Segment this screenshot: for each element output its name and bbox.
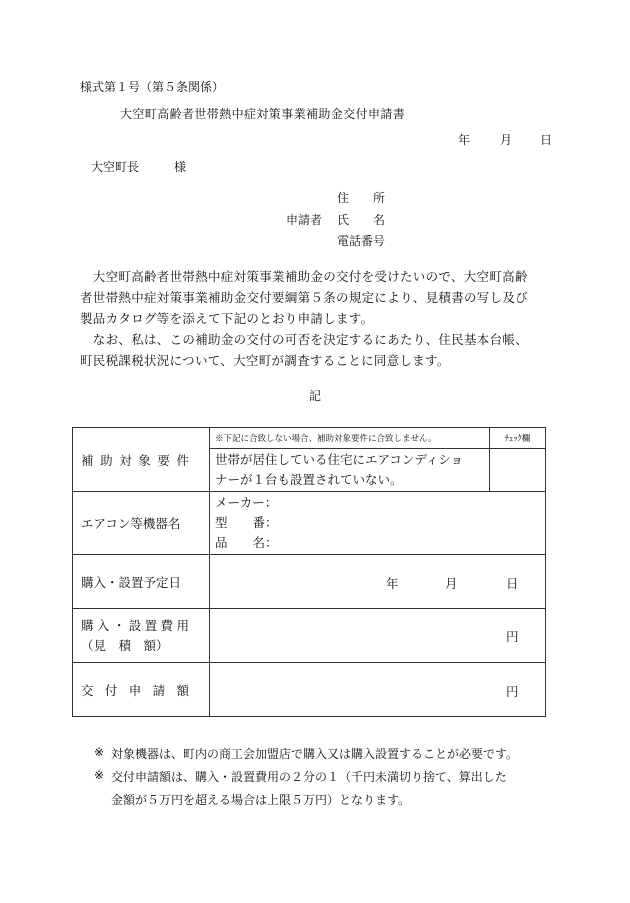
date-year: 年 [458, 133, 471, 147]
amount-field[interactable] [210, 663, 546, 717]
requirement-text-line: 世帯が居住している住宅にエアコンディショ [215, 452, 464, 467]
check-column-header: ﾁｪｯｸ欄 [490, 428, 546, 449]
applicant-phone-label: 電話番号 [337, 234, 386, 248]
note-2-line2: 金額が５万円を超える場合は上限５万円）となります。 [111, 793, 411, 807]
note-1: 対象機器は、町内の商工会加盟店で購入又は購入設置することが必要です。 [111, 747, 519, 761]
body-line: 者世帯熱中症対策事業補助金交付要綱第５条の規定により、見積書の写し及び [80, 290, 529, 305]
applicant-name-label: 氏 名 [337, 213, 386, 227]
note-mark: ※ [94, 768, 105, 782]
table-note: ※下記に合致しない場合、補助対象要件に合致しません。 [210, 428, 490, 449]
maker-field[interactable]: メーカー： [215, 495, 278, 510]
check-box-cell[interactable] [490, 449, 546, 492]
addressee-name: 大空町長 [91, 160, 140, 174]
cost-unit: 円 [506, 629, 519, 644]
cost-label-line2: （見 積 額） [81, 637, 169, 653]
purchase-month: 月 [445, 576, 458, 591]
product-field[interactable]: 品 名： [215, 535, 278, 550]
note-mark: ※ [94, 745, 105, 759]
body-line: 町民税課税状況について、大空町が調査することに同意します。 [80, 353, 450, 368]
ki-heading: 記 [309, 389, 322, 403]
applicant-label: 申請者 [286, 213, 323, 227]
requirement-text-line: ナーが１台も設置されていない。 [215, 472, 403, 487]
note-2-line1: 交付申請額は、購入・設置費用の２分の１（千円未満切り捨て、算出した [111, 770, 507, 784]
cost-field[interactable] [210, 609, 546, 663]
body-line: 製品カタログ等を添えて下記のとおり申請します。 [80, 311, 374, 326]
document-title: 大空町高齢者世帯熱中症対策事業補助金交付申請書 [120, 107, 406, 121]
device-fields[interactable] [210, 492, 546, 555]
body-paragraph-1 [80, 266, 528, 329]
body-line: 大空町高齢者世帯熱中症対策事業補助金の交付を受けたいので、大空町高齢 [80, 269, 528, 284]
addressee-honorific: 様 [174, 160, 187, 174]
body-paragraph-2 [80, 329, 528, 371]
model-field[interactable]: 型 番： [215, 515, 278, 530]
purchase-day: 日 [506, 576, 519, 591]
purchase-year: 年 [386, 576, 399, 591]
requirement-label: 補 助 対 象 要 件 [81, 452, 189, 468]
form-number: 様式第１号（第５条関係） [80, 80, 225, 94]
purchase-date-field[interactable] [210, 555, 546, 609]
body-line: なお、私は、この補助金の交付の可否を決定するにあたり、住民基本台帳、 [80, 332, 529, 347]
amount-row-label: 交 付 申 請 額 [81, 682, 189, 698]
device-label: エアコン等機器名 [73, 492, 210, 555]
cost-label-line1: 購 入 ・ 設 置 費 用 [81, 617, 189, 633]
requirement-label-cell [73, 428, 210, 492]
date-row-label: 購入・設置予定日 [73, 555, 210, 609]
date-month: 月 [500, 133, 513, 147]
amount-row-label-cell [73, 663, 210, 717]
application-table [72, 427, 546, 717]
applicant-address-label: 住 所 [337, 191, 386, 205]
date-day: 日 [540, 133, 553, 147]
cost-row-label [73, 609, 210, 663]
requirement-text [210, 449, 490, 492]
amount-unit: 円 [506, 684, 519, 699]
